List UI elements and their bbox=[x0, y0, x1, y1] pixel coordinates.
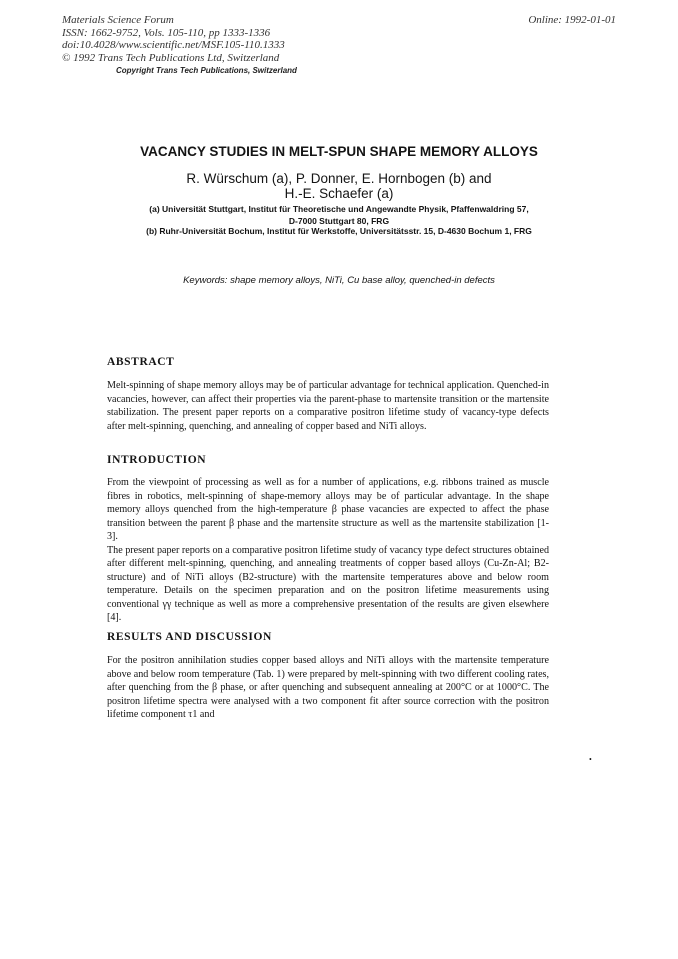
publisher-copyright: Copyright Trans Tech Publications, Switzerland bbox=[116, 66, 297, 75]
introduction-heading: INTRODUCTION bbox=[107, 454, 207, 466]
author-list bbox=[0, 172, 678, 201]
online-date: Online: 1992-01-01 bbox=[528, 14, 616, 26]
copyright-line: © 1992 Trans Tech Publications Ltd, Switzerland bbox=[62, 51, 280, 64]
introduction-paragraph-1: From the viewpoint of processing as well as for a number of applications, e.g. ribbons trained as muscle fibres in robotics, melt-spinning of shape-memory alloys may be of particular advantage. In the shape memory alloys quenched from the high-temperature β phase vacancies are expected to affect the phase transition between the parent β phase and the martensite structure as well as the martensite stabilization [1-3]. bbox=[107, 477, 549, 542]
abstract-text: Melt-spinning of shape memory alloys may be of particular advantage for technical application. Quenched-in vacancies, however, can affect their properties via the parent-phase to martensite transition or the martensite stabilization. The present paper reports on a comparative positron lifetime study of vacancy-type defects after melt-spinning, quenching, and annealing of copper based and NiTi alloys. bbox=[107, 380, 549, 432]
introduction-section bbox=[107, 476, 549, 625]
page-mark: • bbox=[589, 755, 592, 764]
authors-line-2: H.-E. Schaefer (a) bbox=[284, 185, 394, 201]
keywords: Keywords: shape memory alloys, NiTi, Cu base alloy, quenched-in defects bbox=[183, 275, 495, 286]
results-section bbox=[107, 654, 549, 722]
introduction-paragraph-2: The present paper reports on a comparative positron lifetime study of vacancy type defect structures obtained after different melt-spinning, quenching, and annealing treatments of copper based alloys (Cu-Zn-Al; B2-structure) and of NiTi alloys (B2-structure) with the martensite temperatures above and below room temperature. Details on the specimen preparation and on the positron lifetime measurements using conventional γγ technique as well as more a comprehensive presentation of the results are given elsewhere [4]. bbox=[107, 544, 549, 623]
abstract-section bbox=[107, 379, 549, 433]
journal-metadata bbox=[62, 14, 285, 64]
results-paragraph: For the positron annihilation studies copper based alloys and NiTi alloys with the martensite temperature above and below room temperature (Tab. 1) were prepared by melt-spinning with two different cooling rates, after quenching from the β phase, or after quenching and subsequent annealing at 200°C or at 1000°C. The positron lifetime spectra were analysed with a two component fit after source correction with the positron lifetime component τ1 and bbox=[107, 655, 549, 720]
authors-line-1: R. Würschum (a), P. Donner, E. Hornbogen (b) and bbox=[186, 171, 492, 186]
doi-link[interactable]: doi:10.4028/www.scientific.net/MSF.105-110.1333 bbox=[62, 39, 285, 52]
affiliation-a bbox=[0, 204, 678, 227]
abstract-heading: ABSTRACT bbox=[107, 356, 175, 368]
journal-name: Materials Science Forum bbox=[62, 14, 174, 26]
affiliation-b: (b) Ruhr-Universität Bochum, Institut für Werkstoffe, Universitätsstr. 15, D-4630 Bochum 1, FRG bbox=[146, 226, 532, 236]
affiliation-a-line-2: D-7000 Stuttgart 80, FRG bbox=[288, 215, 390, 226]
results-heading: RESULTS AND DISCUSSION bbox=[107, 631, 272, 643]
affiliation-a-line-1: (a) Universität Stuttgart, Institut für Theoretische und Angewandte Physik, Pfaffenwaldring 57, bbox=[149, 204, 529, 214]
paper-title: VACANCY STUDIES IN MELT-SPUN SHAPE MEMORY ALLOYS bbox=[140, 144, 538, 159]
issn-line: ISSN: 1662-9752, Vols. 105-110, pp 1333-1336 bbox=[62, 26, 271, 39]
